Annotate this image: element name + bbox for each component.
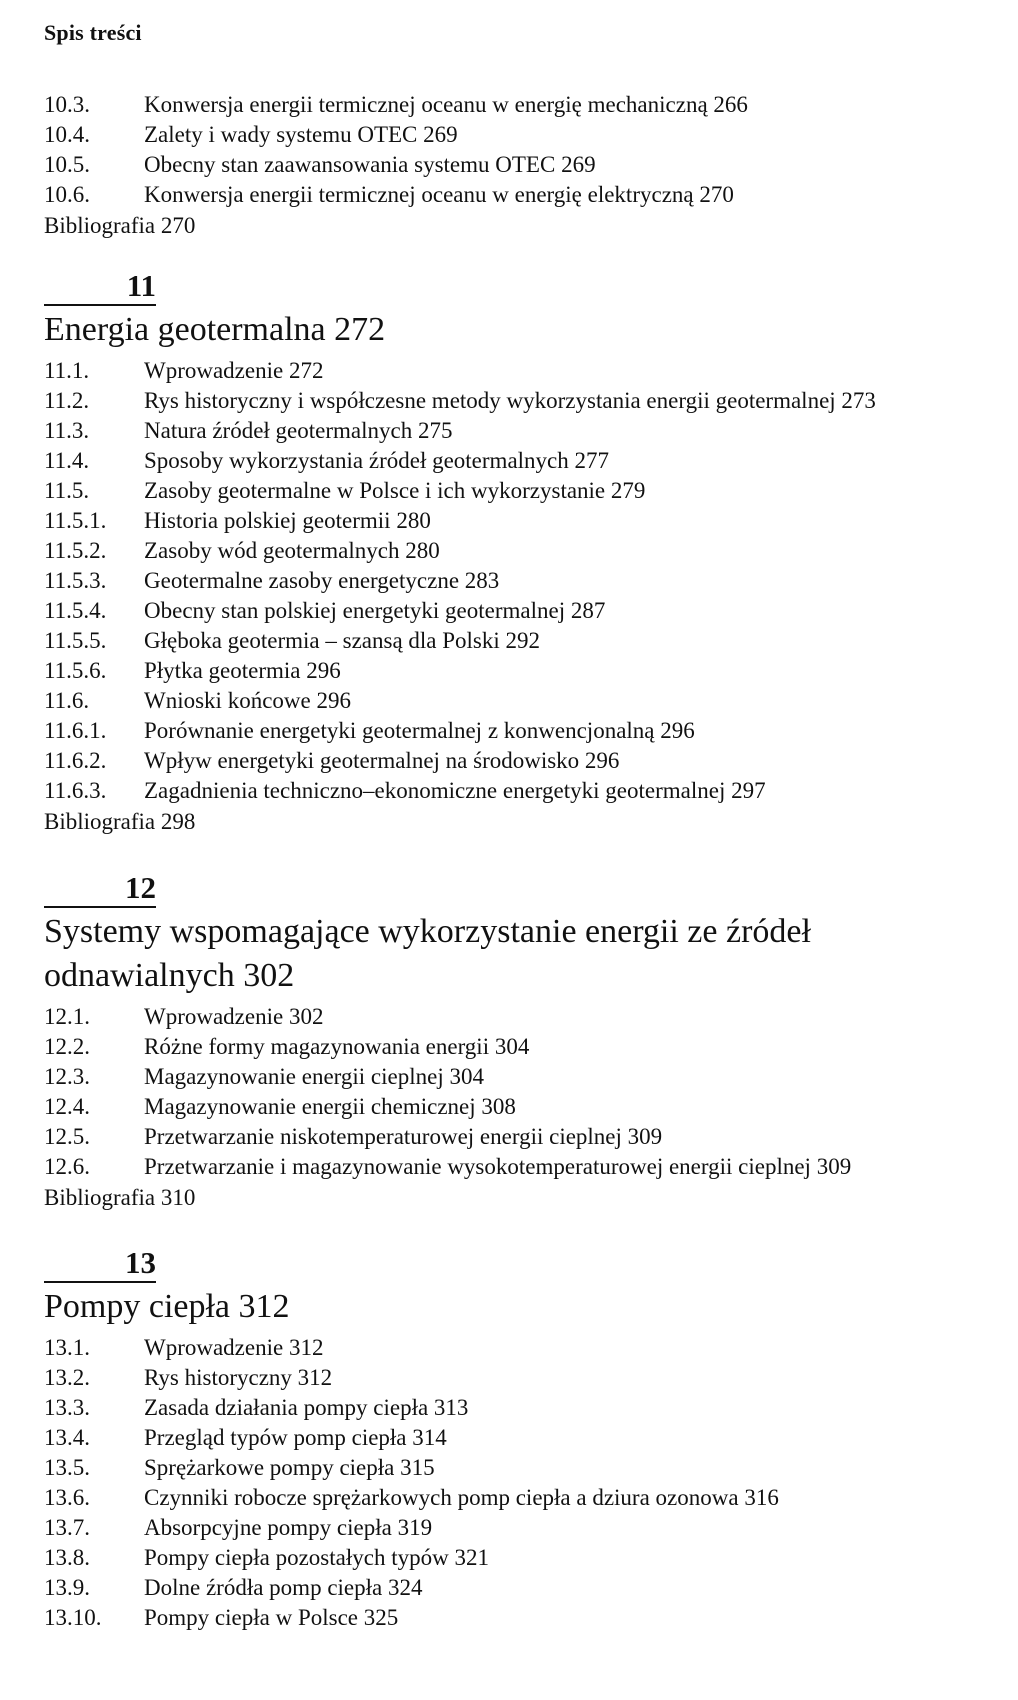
entry-number: 11.5.3. [44, 568, 107, 593]
entry-number: 13.9. [44, 1575, 90, 1600]
toc-entry [44, 476, 994, 506]
entry-title: Rys historyczny 312 [144, 1365, 333, 1390]
entry-title: Konwersja energii termicznej oceanu w energię elektryczną 270 [144, 182, 734, 207]
entry-title: Zasada działania pompy ciepła 313 [144, 1395, 469, 1420]
chapter-number: 13 [125, 1245, 156, 1280]
entry-number: 12.5. [44, 1124, 90, 1149]
toc-entry [44, 416, 994, 446]
entry-title: Przetwarzanie i magazynowanie wysokotemperaturowej energii cieplnej 309 [144, 1154, 852, 1179]
toc-entry [44, 716, 994, 746]
entry-title: Magazynowanie energii chemicznej 308 [144, 1094, 516, 1119]
toc-entry [44, 1603, 994, 1633]
chapter-rule [44, 304, 156, 306]
entry-number: 13.7. [44, 1515, 90, 1540]
toc-entry [44, 446, 994, 476]
toc-entry [44, 1122, 994, 1152]
entry-title: Absorpcyjne pompy ciepła 319 [144, 1515, 433, 1540]
chapter-number: 11 [126, 268, 156, 303]
toc-entry [44, 120, 994, 150]
toc-entry [44, 1152, 994, 1182]
chapter-13 [44, 1245, 994, 1633]
entry-number: 11.6. [44, 688, 90, 713]
toc-entry [44, 1363, 994, 1393]
toc-entry [44, 150, 994, 180]
entry-number: 11.6.1. [44, 718, 107, 743]
toc-entry [44, 1393, 994, 1423]
toc-entry [44, 1032, 994, 1062]
toc-entry [44, 1333, 994, 1363]
entry-title: Pompy ciepła pozostałych typów 321 [144, 1545, 489, 1570]
entry-number: 13.3. [44, 1395, 90, 1420]
entry-title: Przegląd typów pomp ciepła 314 [144, 1425, 447, 1450]
entry-number: 10.3. [44, 92, 90, 117]
entry-title: Różne formy magazynowania energii 304 [144, 1034, 530, 1059]
toc-entry [44, 1483, 994, 1513]
chapter-title: Systemy wspomagające wykorzystanie energii ze źródeł odnawialnych 302 [44, 913, 811, 994]
entry-number: 11.3. [44, 418, 90, 443]
entry-title: Magazynowanie energii cieplnej 304 [144, 1064, 484, 1089]
toc-entry [44, 686, 994, 716]
entry-title: Wnioski końcowe 296 [144, 688, 351, 713]
entry-title: Zasoby geotermalne w Polsce i ich wykorzystanie 279 [144, 478, 646, 503]
entry-number: 13.8. [44, 1545, 90, 1570]
entry-title: Przetwarzanie niskotemperaturowej energii cieplnej 309 [144, 1124, 663, 1149]
entry-number: 12.3. [44, 1064, 90, 1089]
toc-entry [44, 746, 994, 776]
entry-title: Historia polskiej geotermii 280 [144, 508, 431, 533]
entry-number: 13.5. [44, 1455, 90, 1480]
entry-number: 13.1. [44, 1335, 90, 1360]
entry-number: 11.5.5. [44, 628, 107, 653]
toc-entry [44, 356, 994, 386]
toc-entry [44, 536, 994, 566]
toc-entry [44, 1543, 994, 1573]
toc-entry [44, 180, 994, 210]
entry-number: 10.5. [44, 152, 90, 177]
entry-title: Sposoby wykorzystania źródeł geotermalnych 277 [144, 448, 609, 473]
entry-title: Płytka geotermia 296 [144, 658, 341, 683]
toc-entry [44, 1573, 994, 1603]
toc-entry [44, 1513, 994, 1543]
entry-title: Zalety i wady systemu OTEC 269 [144, 122, 458, 147]
bibliography-entry: Bibliografia 298 [44, 809, 196, 834]
entry-title: Zagadnienia techniczno–ekonomiczne energetyki geotermalnej 297 [144, 778, 766, 803]
entry-number: 12.6. [44, 1154, 90, 1179]
entry-number: 13.10. [44, 1605, 102, 1630]
entry-number: 11.5. [44, 478, 90, 503]
toc-entry [44, 1453, 994, 1483]
entry-number: 11.5.2. [44, 538, 107, 563]
toc-entry [44, 90, 994, 120]
toc-entry [44, 386, 994, 416]
bibliography-entry: Bibliografia 310 [44, 1185, 196, 1210]
chapter-10-tail [44, 90, 994, 242]
chapter-rule [44, 906, 156, 908]
entry-title: Wprowadzenie 312 [144, 1335, 324, 1360]
entry-number: 12.4. [44, 1094, 90, 1119]
toc-entry [44, 566, 994, 596]
chapter-title: Pompy ciepła 312 [44, 1288, 290, 1325]
chapter-number: 12 [125, 870, 156, 905]
entry-title: Porównanie energetyki geotermalnej z konwencjonalną 296 [144, 718, 695, 743]
entry-number: 11.2. [44, 388, 90, 413]
entry-title: Obecny stan polskiej energetyki geotermalnej 287 [144, 598, 606, 623]
toc-entry [44, 1423, 994, 1453]
toc-entry [44, 1002, 994, 1032]
entry-number: 10.4. [44, 122, 90, 147]
entry-title: Geotermalne zasoby energetyczne 283 [144, 568, 500, 593]
entry-title: Czynniki robocze sprężarkowych pomp ciepła a dziura ozonowa 316 [144, 1485, 779, 1510]
toc-entry [44, 506, 994, 536]
toc-entry [44, 596, 994, 626]
entry-number: 13.4. [44, 1425, 90, 1450]
toc-entry [44, 656, 994, 686]
entry-title: Wpływ energetyki geotermalnej na środowisko 296 [144, 748, 620, 773]
entry-number: 10.6. [44, 182, 90, 207]
entry-title: Głęboka geotermia – szansą dla Polski 292 [144, 628, 541, 653]
running-head: Spis treści [44, 20, 142, 45]
entry-title: Rys historyczny i współczesne metody wykorzystania energii geotermalnej 273 [144, 388, 876, 413]
entry-number: 11.5.1. [44, 508, 107, 533]
entry-number: 13.2. [44, 1365, 90, 1390]
entry-title: Wprowadzenie 272 [144, 358, 324, 383]
bibliography-entry: Bibliografia 270 [44, 213, 196, 238]
entry-number: 11.6.3. [44, 778, 107, 803]
entry-title: Pompy ciepła w Polsce 325 [144, 1605, 399, 1630]
entry-title: Obecny stan zaawansowania systemu OTEC 269 [144, 152, 596, 177]
entry-title: Konwersja energii termicznej oceanu w energię mechaniczną 266 [144, 92, 748, 117]
toc-entry [44, 1092, 994, 1122]
entry-number: 12.1. [44, 1004, 90, 1029]
entry-title: Natura źródeł geotermalnych 275 [144, 418, 453, 443]
entry-title: Wprowadzenie 302 [144, 1004, 324, 1029]
entry-number: 11.6.2. [44, 748, 107, 773]
chapter-11 [44, 268, 994, 838]
chapter-rule [44, 1281, 156, 1283]
chapter-title: Energia geotermalna 272 [44, 311, 386, 348]
entry-title: Zasoby wód geotermalnych 280 [144, 538, 440, 563]
entry-number: 11.5.6. [44, 658, 107, 683]
entry-number: 13.6. [44, 1485, 90, 1510]
entry-number: 11.5.4. [44, 598, 107, 623]
entry-number: 12.2. [44, 1034, 90, 1059]
entry-number: 11.4. [44, 448, 90, 473]
entry-title: Sprężarkowe pompy ciepła 315 [144, 1455, 435, 1480]
entry-title: Dolne źródła pomp ciepła 324 [144, 1575, 423, 1600]
toc-entry [44, 1062, 994, 1092]
entry-number: 11.1. [44, 358, 90, 383]
toc-entry [44, 626, 994, 656]
chapter-12 [44, 870, 994, 1214]
toc-entry [44, 776, 994, 806]
